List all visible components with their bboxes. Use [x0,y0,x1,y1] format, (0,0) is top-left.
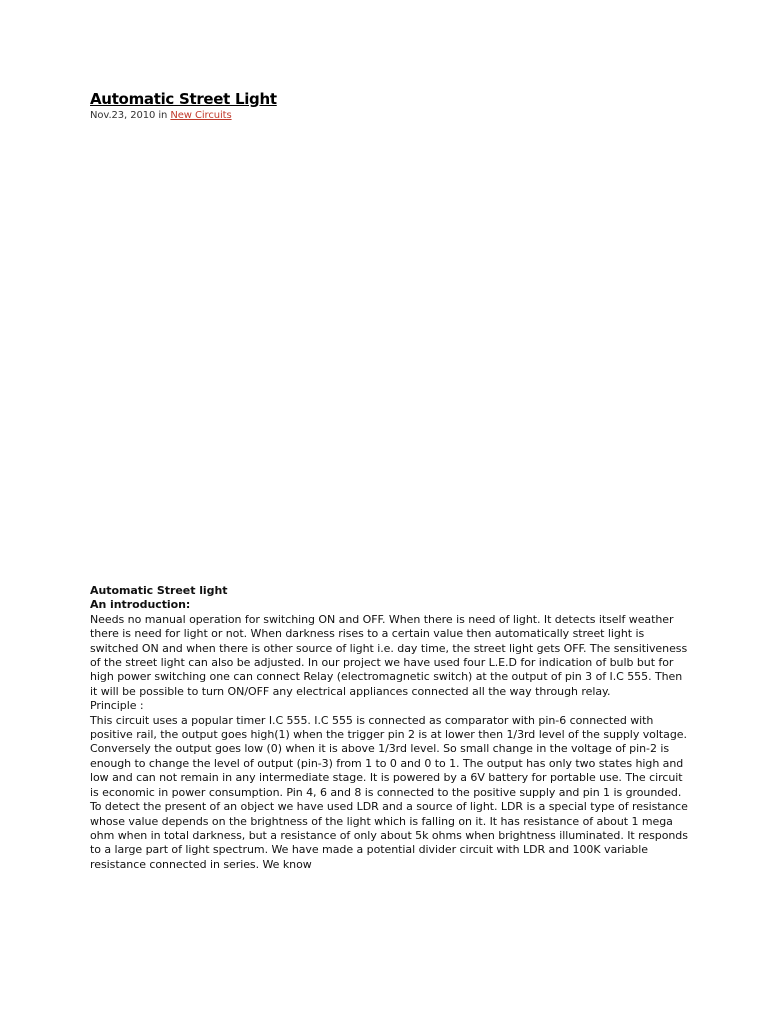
category-link[interactable]: New Circuits [170,110,232,121]
article-body [90,584,690,872]
post-meta-in: in [158,110,168,121]
principle-label: Principle : [90,699,144,713]
post-title[interactable]: Automatic Street Light [90,90,277,108]
article-heading: Automatic Street light [90,584,228,597]
post-meta [90,109,690,123]
post-header [90,89,690,123]
article-subheading: An introduction: [90,598,191,612]
intro-paragraph: Needs no manual operation for switching ON and OFF. When there is need of light. It detects itself weather there is need for light or not. When darkness rises to a certain value then automatically street light is switched ON and when there is other source of light i.e. day time, the street light gets OFF. The sensitiveness of the street light can also be adjusted. In our project we have used four L.E.D for indication of bulb but for high power switching one can connect Relay (electromagnetic switch) at the output of pin 3 of I.C 555. Then it will be possible to turn ON/OFF any electrical appliances connected all the way through relay. [90,612,688,698]
post-date: Nov.23, 2010 [90,110,156,121]
principle-paragraph: This circuit uses a popular timer I.C 555. I.C 555 is connected as comparator with pin-6 connected with positive rail, the output goes high(1) when the trigger pin 2 is at lower then 1/3rd level of the supply voltage. Conversely the output goes low (0) when it is above 1/3rd level. So small change in the voltage of pin-2 is enough to change the level of output (pin-3) from 1 to 0 and 0 to 1. The output has only two states high and low and can not remain in any intermediate stage. It is powered by a 6V battery for portable use. The circuit is economic in power consumption. Pin 4, 6 and 8 is connected to the positive supply and pin 1 is grounded. To detect the present of an object we have used LDR and a source of light. LDR is a special type of resistance whose value depends on the brightness of the light which is falling on it. It has resistance of about 1 mega ohm when in total darkness, but a resistance of only about 5k ohms when brightness illuminated. It responds to a large part of light spectrum. We have made a potential divider circuit with LDR and 100K variable resistance connected in series. We know [90,713,688,871]
